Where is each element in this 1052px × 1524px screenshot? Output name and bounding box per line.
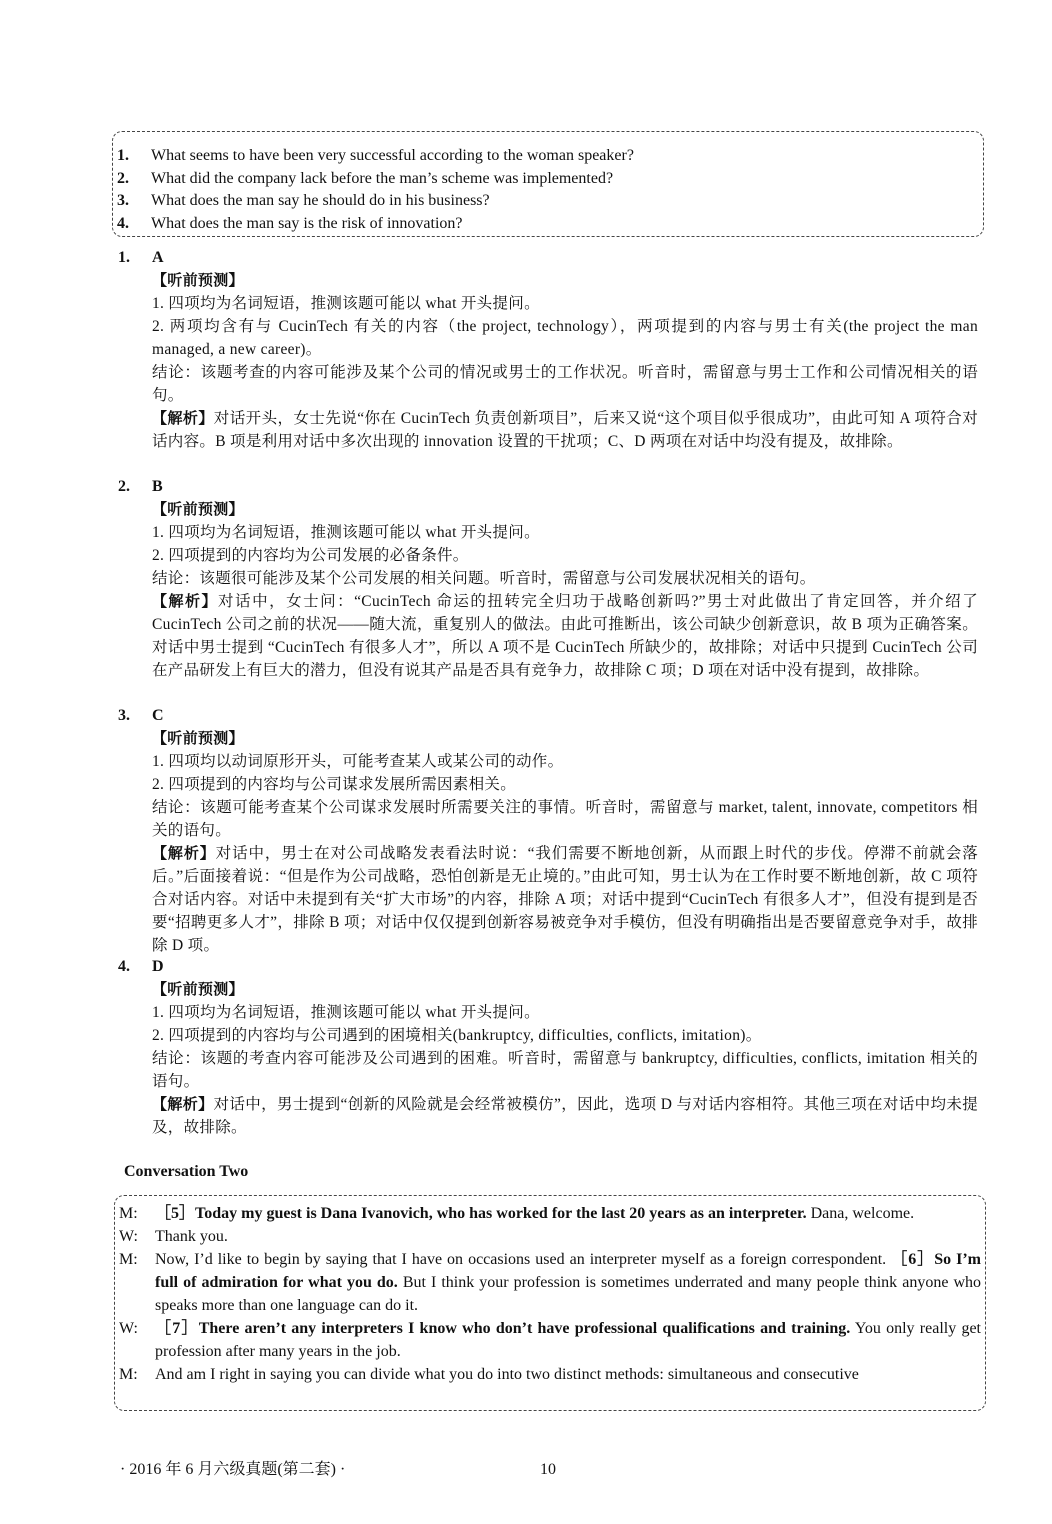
- predict-point: 1. 四项均为名词短语，推测该题可能以 what 开头提问。: [152, 295, 540, 312]
- transcript-box: [114, 1195, 986, 1411]
- key-sentence: Today my guest is Dana Ivanovich, who has worked for the last 20 years as an interpreter.: [195, 1205, 807, 1222]
- answer-number: 1.: [118, 249, 130, 266]
- question-item: [117, 144, 983, 167]
- question-text: What does the man say is the risk of innovation?: [151, 214, 463, 232]
- line-text: You only really get profession after many years in the job.: [155, 1320, 981, 1360]
- analysis-text: 对话中，女士问：“CucinTech 命运的扭转完全归功于战略创新吗?”男士对此做出了肯定回答，并介绍了 CucinTech 公司之前的状况——随大流，重复别人的做法。由此可推断出，该公司缺少创新意识，故 B 项为正确答案。对话中男士提到 “CucinTech 有很多人才”，所以 A 项不是 CucinTech 所缺少的，故排除；对话中只提到 CucinTech 公司在产品研发上有巨大的潜力，但没有说其产品是否具有竞争力，故排除 C 项；D 项在对话中没有提到，故排除。: [152, 593, 978, 679]
- predict-point: 1. 四项均以动词原形开头，可能考查某人或某公司的动作。: [152, 753, 564, 770]
- question-item: [117, 167, 983, 190]
- predict-point: 2. 四项提到的内容均与公司谋求发展所需因素相关。: [152, 776, 517, 793]
- speaker-label: M:: [119, 1205, 138, 1222]
- answer-letter: D: [152, 958, 164, 975]
- question-text: What seems to have been very successful according to the woman speaker?: [151, 147, 634, 164]
- question-number: 3.: [117, 192, 129, 209]
- predict-tag: 【听前预测】: [152, 980, 244, 998]
- analysis: [152, 590, 978, 682]
- analysis: [152, 842, 978, 957]
- analysis-text: 对话中，男士提到“创新的风险就是会经常被模仿”，因此，选项 D 与对话内容相符。其他三项在对话中均未提及，故排除。: [152, 1096, 979, 1136]
- line-text: Now, I’d like to begin by saying that I have on occasions used an interpreter myself as a foreign correspondent.: [155, 1251, 892, 1268]
- question-number: 1.: [117, 147, 129, 164]
- predict-tag: 【听前预测】: [152, 729, 244, 747]
- page-number: 10: [540, 1461, 556, 1478]
- transcript-line: [119, 1248, 981, 1317]
- answer-letter: C: [152, 707, 164, 724]
- predict-tag: 【听前预测】: [152, 500, 244, 518]
- speaker-label: W:: [119, 1320, 138, 1337]
- analysis-text: 对话中，男士在对公司战略发表看法时说：“我们需要不断地创新，从而跟上时代的步伐。停滞不前就会落后。”后面接着说：“但是作为公司战略，恐怕创新是无止境的。”由此可知，男士认为在工作时要不断地创新，故 C 项符合对话内容。对话中未提到有关“扩大市场”的内容，排除 A 项；对话中提到“CucinTech 有很多人才”，但没有提到是否要“招聘更多人才”，排除 B 项；对话中仅仅提到创新容易被竞争对手模仿，但没有明确指出是否要留意竞争对手，故排除 D 项。: [152, 845, 979, 954]
- answer-number: 3.: [118, 707, 130, 724]
- predict-tag: 【听前预测】: [152, 271, 244, 289]
- speaker-label: M:: [119, 1366, 138, 1383]
- question-marker: ［7］: [155, 1320, 199, 1337]
- transcript-line: [119, 1225, 981, 1248]
- answer-number: 2.: [118, 478, 130, 495]
- key-sentence: There aren’t any interpreters I know who don’t have professional qualifications and training.: [198, 1320, 851, 1337]
- answer-block-2: [118, 475, 978, 682]
- question-number: 2.: [117, 169, 129, 187]
- predict-point: 1. 四项均为名词短语，推测该题可能以 what 开头提问。: [152, 524, 540, 541]
- line-text: Dana, welcome.: [806, 1205, 915, 1222]
- line-text: But I think your profession is sometimes underrated and many people think anyone who speaks more than one language can do it.: [155, 1274, 982, 1314]
- predict-conclusion: 结论：该题可能考查某个公司谋求发展时所需要关注的事情。听音时，需留意与 market, talent, innovate, competitors 相关的语句。: [152, 799, 978, 839]
- predict-point: 2. 四项提到的内容均为公司发展的必备条件。: [152, 547, 469, 564]
- speaker-label: M:: [119, 1251, 138, 1268]
- question-number: 4.: [117, 214, 129, 232]
- line-text: And am I right in saying you can divide what you do into two distinct methods: simultaneous and consecutive: [155, 1366, 859, 1383]
- question-marker: ［5］: [155, 1205, 196, 1222]
- analysis-tag: 【解析】: [152, 409, 214, 427]
- predict-point: 1. 四项均为名词短语，推测该题可能以 what 开头提问。: [152, 1004, 540, 1021]
- page-footer-title: · 2016 年 6 月六级真题(第二套) ·: [120, 1461, 346, 1478]
- answer-letter: B: [152, 478, 163, 495]
- key-sentence: So I’m full of admiration for what you do.: [155, 1251, 982, 1291]
- transcript-line: [119, 1202, 981, 1225]
- answer-block-3: [118, 704, 978, 957]
- transcript-line: [119, 1363, 981, 1386]
- question-text: What does the man say he should do in his business?: [151, 192, 490, 209]
- conversation-title: Conversation Two: [124, 1163, 249, 1180]
- question-item: [117, 189, 983, 212]
- predict-conclusion: 结论：该题很可能涉及某个公司发展的相关问题。听音时，需留意与公司发展状况相关的语句。: [152, 570, 816, 587]
- analysis-text: 对话开头，女士先说“你在 CucinTech 负责创新项目”，后来又说“这个项目似乎很成功”，由此可知 A 项符合对话内容。B 项是利用对话中多次出现的 innovation 设置的干扰项；C、D 两项在对话中均没有提及，故排除。: [152, 410, 978, 450]
- predict-conclusion: 结论：该题考查的内容可能涉及某个公司的情况或男士的工作状况。听音时，需留意与男士工作和公司情况相关的语句。: [152, 364, 978, 404]
- analysis-tag: 【解析】: [152, 1095, 214, 1113]
- question-text: What did the company lack before the man’s scheme was implemented?: [151, 169, 614, 187]
- transcript-line: [119, 1317, 981, 1363]
- analysis-tag: 【解析】: [152, 592, 219, 610]
- line-text: Thank you.: [155, 1228, 228, 1245]
- analysis: [152, 407, 978, 453]
- answer-letter: A: [152, 249, 164, 266]
- question-marker: ［6］: [891, 1251, 935, 1268]
- predict-point: 2. 两项均含有与 CucinTech 有关的内容（the project, technology），两项提到的内容与男士有关(the project the man managed, a new career)。: [152, 318, 978, 358]
- questions-box: [112, 131, 984, 237]
- answer-block-1: [118, 246, 978, 453]
- speaker-label: W:: [119, 1228, 138, 1245]
- question-item: [117, 212, 983, 235]
- predict-conclusion: 结论：该题的考查内容可能涉及公司遇到的困难。听音时，需留意与 bankruptcy, difficulties, conflicts, imitation 相关的语句。: [152, 1050, 978, 1090]
- predict-point: 2. 四项提到的内容均与公司遇到的困境相关(bankruptcy, difficulties, conflicts, imitation)。: [152, 1027, 762, 1044]
- analysis-tag: 【解析】: [152, 844, 216, 862]
- answer-number: 4.: [118, 958, 130, 975]
- analysis: [152, 1093, 978, 1139]
- answer-block-4: [118, 955, 978, 1139]
